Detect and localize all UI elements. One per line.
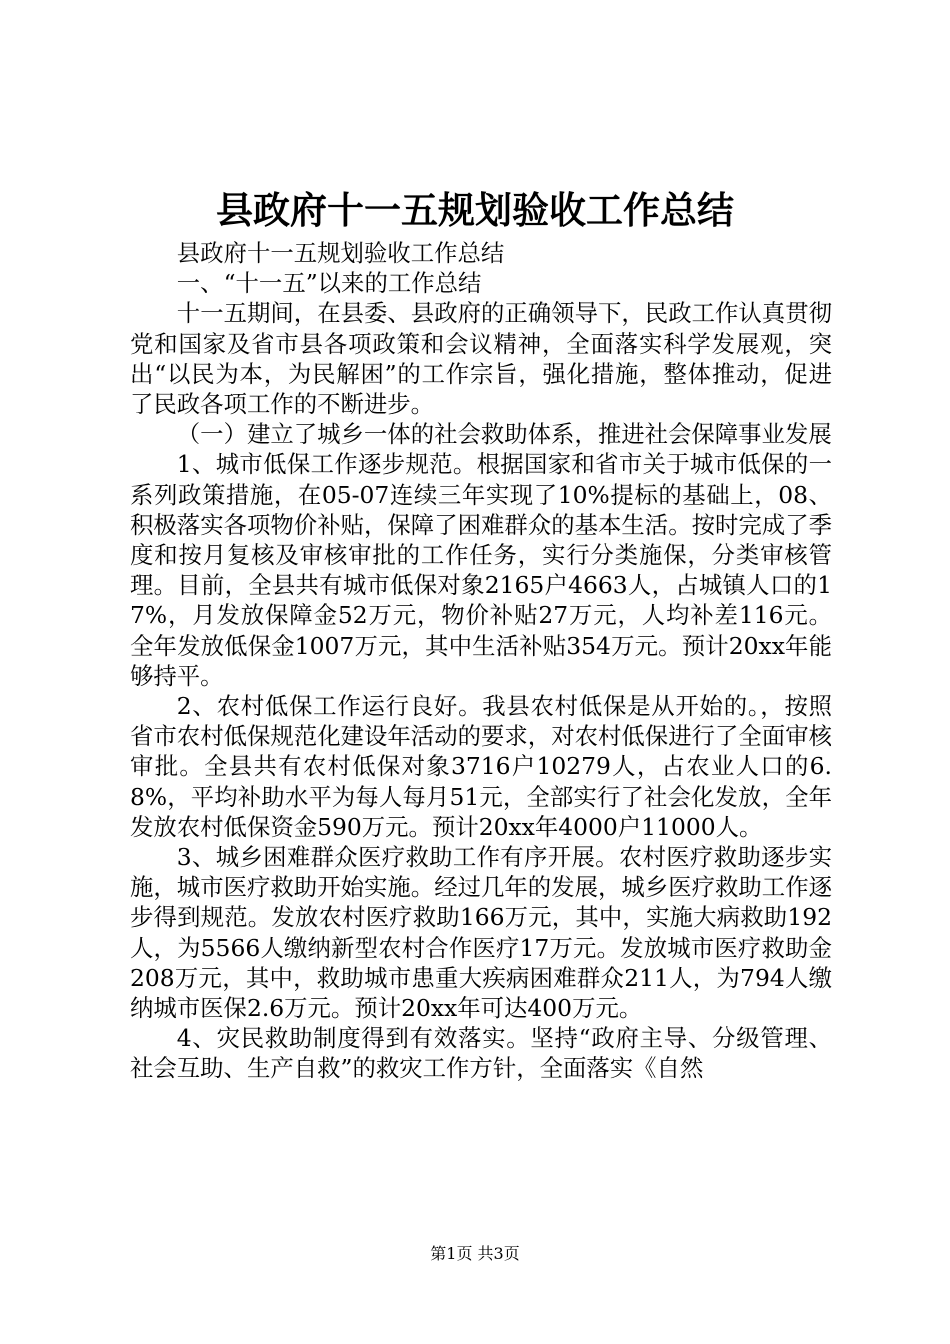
section-heading: 一、“十一五”以来的工作总结: [176, 269, 482, 298]
document-body: [130, 238, 832, 1084]
body-paragraph: 4、灾民救助制度得到有效落实。坚持“政府主导、分级管理、社会互助、生产自救”的救灾工作方针，全面落实《自然: [130, 1024, 832, 1083]
page-footer: 第1页 共3页: [430, 1244, 520, 1263]
body-paragraph: 县政府十一五规划验收工作总结: [176, 239, 505, 267]
document-title: 县政府十一五规划验收工作总结: [216, 188, 734, 232]
body-paragraph: 2、农村低保工作运行良好。我县农村低保是从开始的。，按照省市农村低保规范化建设年活动的要求，对农村低保进行了全面审核审批。全县共有农村低保对象3716户10279人，占农业人口的6.8%，平均补助水平为每人每月51元，全部实行了社会化发放，全年发放农村低保资金590万元。预计20xx年4000户11000人。: [130, 692, 832, 841]
body-paragraph: 十一五期间，在县委、县政府的正确领导下，民政工作认真贯彻党和国家及省市县各项政策和会议精神，全面落实科学发展观，突出“以民为本，为民解困”的工作宗旨，强化措施，整体推动，促进了民政各项工作的不断进步。: [130, 299, 832, 419]
body-paragraph: 1、城市低保工作逐步规范。根据国家和省市关于城市低保的一系列政策措施，在05-07连续三年实现了10%提标的基础上，08、积极落实各项物价补贴，保障了困难群众的基本生活。按时完成了季度和按月复核及审核审批的工作任务，实行分类施保，分类审核管理。目前，全县共有城市低保对象2165户4663人，占城镇人口的17%，月发放保障金52万元，物价补贴27万元，人均补差116元。全年发放低保金1007万元，其中生活补贴354万元。预计20xx年能够持平。: [130, 450, 832, 690]
body-paragraph: 3、城乡困难群众医疗救助工作有序开展。农村医疗救助逐步实施，城市医疗救助开始实施。经过几年的发展，城乡医疗救助工作逐步得到规范。发放农村医疗救助166万元，其中，实施大病救助192人，为5566人缴纳新型农村合作医疗17万元。发放城市医疗救助金208万元，其中，救助城市患重大疾病困难群众211人，为794人缴纳城市医保2.6万元。预计20xx年可达400万元。: [130, 843, 832, 1023]
subsection-heading: （一）建立了城乡一体的社会救助体系，推进社会保障事业发展: [176, 420, 832, 449]
